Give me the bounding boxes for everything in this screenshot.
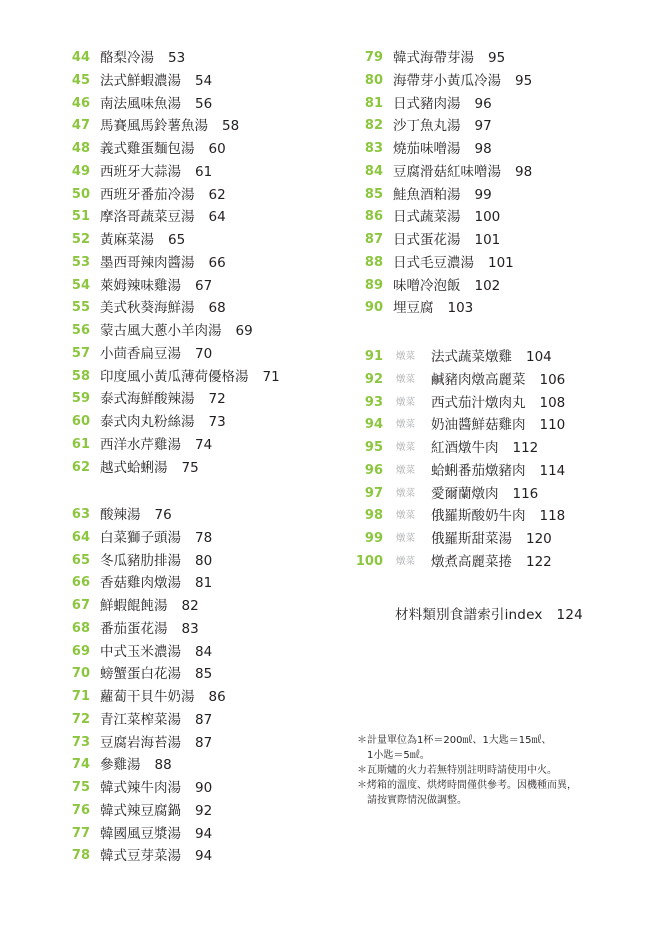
entry-title-wrap <box>431 369 565 391</box>
entry-page: 116 <box>512 485 539 502</box>
entry-title: 法式鮮蝦濃湯 <box>100 72 181 89</box>
entry-title-wrap <box>100 845 212 867</box>
entry-number: 89 <box>364 277 383 293</box>
entry-page: 102 <box>474 277 501 294</box>
entry-number: 57 <box>71 345 90 361</box>
entry-title-wrap <box>100 504 172 526</box>
entry-title: 埋豆腐 <box>393 300 434 317</box>
entry-title: 鹹豬肉燉高麗菜 <box>431 371 526 388</box>
entry-page: 83 <box>181 620 199 637</box>
entry-title: 蘿蔔干貝牛奶湯 <box>100 689 195 705</box>
entry-title: 螃蟹蛋白花湯 <box>100 666 181 683</box>
entry-title-wrap <box>100 70 212 92</box>
entry-title-wrap <box>100 686 226 708</box>
entry-title-wrap <box>431 392 565 414</box>
entry-title-wrap <box>393 297 473 319</box>
entry-page: 82 <box>181 598 199 614</box>
entry-title: 韓式豆芽菜湯 <box>100 848 181 865</box>
entry-title-wrap <box>100 275 212 297</box>
entry-number: 53 <box>71 254 90 270</box>
entry-number: 80 <box>364 72 383 88</box>
entry-page: 100 <box>474 209 501 226</box>
entry-number: 94 <box>364 417 383 433</box>
entry-page: 98 <box>474 141 492 157</box>
entry-title-wrap <box>100 823 212 845</box>
entry-number: 67 <box>71 598 90 613</box>
entry-page: 99 <box>474 186 492 203</box>
entry-title-wrap <box>393 252 514 274</box>
entry-number: 91 <box>364 349 383 364</box>
entry-title-wrap <box>431 414 565 436</box>
entry-number: 62 <box>71 459 90 475</box>
entry-page: 98 <box>515 163 533 180</box>
entry-tag: 燉菜 <box>396 419 416 431</box>
entry-title-wrap <box>100 366 280 388</box>
entry-title: 俄羅斯甜菜湯 <box>431 531 512 547</box>
entry-page: 65 <box>168 232 186 248</box>
entry-title: 黃麻菜湯 <box>100 232 154 248</box>
entry-title-wrap <box>393 184 492 206</box>
entry-title: 韓國風豆漿湯 <box>100 825 181 842</box>
entry-title: 鮮蝦餛飩湯 <box>100 598 168 614</box>
entry-title: 香菇雞肉燉湯 <box>100 575 181 592</box>
entry-page: 75 <box>181 459 199 476</box>
entry-number: 46 <box>71 95 90 111</box>
entry-number: 77 <box>71 825 90 841</box>
entry-title-wrap <box>431 483 538 505</box>
entry-title-wrap <box>100 732 212 754</box>
entry-title-wrap <box>393 161 532 183</box>
entry-number: 68 <box>71 620 90 636</box>
entry-title: 紅酒燉牛肉 <box>431 440 499 456</box>
entry-number: 84 <box>364 163 383 179</box>
note-line: ＊計量單位為1杯＝200㎖、1大匙＝15㎖、 <box>357 735 552 746</box>
entry-title-wrap <box>431 505 565 527</box>
entry-title: 青江菜榨菜湯 <box>100 711 181 728</box>
entry-number: 83 <box>364 141 383 156</box>
entry-number: 98 <box>364 508 383 524</box>
entry-tag: 燉菜 <box>396 555 416 567</box>
entry-page: 84 <box>195 643 213 660</box>
entry-number: 69 <box>71 643 90 659</box>
entry-tag: 燉菜 <box>396 464 416 476</box>
entry-title: 蒙古風大蔥小羊肉湯 <box>100 323 222 339</box>
entry-page: 86 <box>208 689 226 705</box>
entry-title: 鮭魚酒粕湯 <box>393 186 461 203</box>
entry-title: 豆腐滑菇紅味噌湯 <box>393 163 501 180</box>
entry-number: 59 <box>71 391 90 407</box>
entry-page: 81 <box>195 575 213 592</box>
entry-title: 泰式海鮮酸辣湯 <box>100 391 195 408</box>
entry-page: 96 <box>474 95 492 112</box>
entry-number: 79 <box>364 50 383 65</box>
entry-title: 燉煮高麗菜捲 <box>431 553 512 570</box>
entry-page: 88 <box>154 757 172 774</box>
entry-number: 87 <box>364 232 383 247</box>
entry-title-wrap <box>100 777 212 799</box>
entry-number: 49 <box>71 163 90 179</box>
entry-title: 義式雞蛋麵包湯 <box>100 141 195 157</box>
entry-page: 94 <box>195 825 213 842</box>
entry-page: 122 <box>526 553 552 570</box>
entry-page: 118 <box>539 508 566 525</box>
entry-number: 78 <box>71 848 90 864</box>
entry-page: 64 <box>208 209 226 226</box>
entry-title: 韓式辣牛肉湯 <box>100 780 181 796</box>
entry-number: 60 <box>71 414 90 429</box>
entry-page: 70 <box>195 345 213 362</box>
entry-title: 西班牙大蒜湯 <box>100 163 181 180</box>
entry-number: 51 <box>71 209 90 225</box>
entry-title: 白菜獅子頭湯 <box>100 529 181 546</box>
entry-number: 75 <box>71 780 90 795</box>
entry-page: 71 <box>262 368 280 385</box>
entry-title: 番茄蛋花湯 <box>100 620 168 637</box>
entry-title: 萊姆辣味雞湯 <box>100 277 181 294</box>
entry-number: 95 <box>364 440 383 455</box>
entry-number: 61 <box>71 436 90 452</box>
entry-title: 酸辣湯 <box>100 507 141 523</box>
entry-number: 66 <box>71 575 90 591</box>
entry-tag: 燉菜 <box>396 373 416 385</box>
note-line: ＊烤箱的溫度、烘烤時間僅供參考。因機種而異， <box>357 780 577 791</box>
entry-page: 68 <box>208 300 226 317</box>
entry-title-wrap <box>100 550 212 572</box>
entry-title: 愛爾蘭燉肉 <box>431 485 499 502</box>
entry-number: 70 <box>71 666 90 682</box>
entry-number: 97 <box>364 485 383 501</box>
entry-page: 56 <box>195 95 213 112</box>
entry-page: 120 <box>526 531 552 547</box>
entry-title-wrap <box>100 206 226 228</box>
entry-number: 90 <box>364 300 383 316</box>
entry-number: 85 <box>364 186 383 202</box>
entry-title: 西班牙番茄冷湯 <box>100 186 195 203</box>
entry-title-wrap <box>393 275 500 297</box>
entry-title: 西洋水芹雞湯 <box>100 436 181 453</box>
entry-title: 泰式肉丸粉絲湯 <box>100 414 195 430</box>
entry-page: 106 <box>539 371 566 388</box>
entry-title-wrap <box>100 115 239 137</box>
index-page: 124 <box>556 607 583 623</box>
entry-number: 45 <box>71 72 90 88</box>
entry-title-wrap <box>100 47 185 69</box>
entry-page: 94 <box>195 848 213 865</box>
entry-title-wrap <box>393 138 492 160</box>
entry-title: 日式毛豆濃湯 <box>393 254 474 271</box>
entry-number: 64 <box>71 529 90 545</box>
index-title: 材料類別食譜索引index <box>395 607 543 623</box>
entry-page: 60 <box>208 141 226 157</box>
entry-number: 81 <box>364 95 383 111</box>
entry-page: 87 <box>195 734 213 751</box>
entry-title: 韓式辣豆腐鍋 <box>100 802 181 819</box>
entry-number: 96 <box>364 462 383 478</box>
note-line: 請按實際情況做調整。 <box>367 795 467 806</box>
entry-number: 86 <box>364 209 383 225</box>
entry-page: 54 <box>195 72 213 89</box>
entry-title-wrap <box>100 754 172 776</box>
entry-title-wrap <box>431 346 552 368</box>
entry-number: 100 <box>355 553 383 569</box>
entry-title-wrap <box>100 229 185 251</box>
index-entry <box>395 603 583 623</box>
entry-title: 越式蛤蜊湯 <box>100 459 168 476</box>
entry-page: 90 <box>195 780 213 796</box>
entry-title-wrap <box>100 618 199 640</box>
entry-title-wrap <box>100 138 226 160</box>
entry-number: 63 <box>71 507 90 522</box>
entry-title-wrap <box>100 709 212 731</box>
entry-tag: 燉菜 <box>396 533 416 544</box>
entry-title-wrap <box>100 434 212 456</box>
entry-title: 美式秋葵海鮮湯 <box>100 300 195 317</box>
entry-page: 69 <box>235 323 253 339</box>
entry-page: 73 <box>208 414 226 430</box>
entry-title: 墨西哥辣肉醬湯 <box>100 254 195 271</box>
entry-number: 72 <box>71 711 90 727</box>
entry-title: 馬賽風馬鈴薯魚湯 <box>100 118 208 135</box>
entry-page: 110 <box>539 417 566 434</box>
entry-title-wrap <box>393 206 500 228</box>
entry-number: 71 <box>71 689 90 704</box>
entry-title: 中式玉米濃湯 <box>100 643 181 660</box>
entry-title: 冬瓜豬肋排湯 <box>100 552 181 569</box>
entry-title: 味噌冷泡飯 <box>393 277 461 294</box>
entry-number: 47 <box>71 118 90 134</box>
entry-title-wrap <box>393 229 500 251</box>
entry-title-wrap <box>100 411 226 433</box>
entry-title: 韓式海帶芽湯 <box>393 50 474 66</box>
entry-page: 112 <box>512 440 539 456</box>
entry-tag: 燉菜 <box>396 487 416 499</box>
entry-title: 海帶芽小黃瓜冷湯 <box>393 72 501 89</box>
entry-title: 小茴香扁豆湯 <box>100 345 181 362</box>
entry-page: 114 <box>539 462 566 479</box>
entry-number: 44 <box>71 50 90 65</box>
entry-title-wrap <box>393 47 505 69</box>
entry-page: 66 <box>208 254 226 271</box>
entry-number: 88 <box>364 254 383 270</box>
entry-page: 104 <box>526 349 552 365</box>
entry-title-wrap <box>100 457 199 479</box>
entry-page: 85 <box>195 666 213 683</box>
entry-tag: 燉菜 <box>396 351 416 362</box>
entry-title: 豆腐岩海苔湯 <box>100 734 181 751</box>
entry-page: 97 <box>474 118 492 135</box>
entry-number: 55 <box>71 300 90 316</box>
entry-title: 沙丁魚丸湯 <box>393 118 461 135</box>
entry-title-wrap <box>431 528 552 550</box>
entry-page: 101 <box>488 254 514 271</box>
entry-title-wrap <box>431 551 552 573</box>
entry-page: 74 <box>195 436 213 453</box>
entry-title-wrap <box>100 527 212 549</box>
entry-title-wrap <box>393 115 492 137</box>
entry-number: 93 <box>364 394 383 410</box>
entry-title-wrap <box>100 161 212 183</box>
entry-title: 印度風小黃瓜薄荷優格湯 <box>100 368 249 385</box>
entry-page: 95 <box>488 50 506 66</box>
entry-title: 蛤蜊番茄燉豬肉 <box>431 462 526 479</box>
entry-number: 50 <box>71 186 90 202</box>
entry-title: 奶油醬鮮菇雞肉 <box>431 417 526 434</box>
entry-title-wrap <box>431 437 538 459</box>
entry-number: 99 <box>364 531 383 546</box>
entry-title: 日式蔬菜湯 <box>393 209 461 226</box>
entry-title-wrap <box>100 388 226 410</box>
entry-title-wrap <box>100 343 212 365</box>
entry-number: 65 <box>71 552 90 568</box>
notes <box>357 733 577 808</box>
entry-number: 58 <box>71 368 90 384</box>
entry-page: 92 <box>195 802 213 819</box>
entry-title-wrap <box>100 320 253 342</box>
note-line: ＊瓦斯爐的火力若無特別註明時請使用中火。 <box>357 765 557 776</box>
entry-title: 日式豬肉湯 <box>393 95 461 112</box>
entry-title: 摩洛哥蔬菜豆湯 <box>100 209 195 226</box>
entry-number: 82 <box>364 118 383 134</box>
entry-page: 53 <box>168 50 186 66</box>
entry-page: 67 <box>195 277 213 294</box>
entry-title: 南法風味魚湯 <box>100 95 181 112</box>
entry-title-wrap <box>100 595 199 617</box>
entry-page: 87 <box>195 711 213 728</box>
entry-number: 56 <box>71 323 90 338</box>
entry-title: 參雞湯 <box>100 757 141 774</box>
entry-page: 101 <box>474 232 501 248</box>
entry-title-wrap <box>100 663 212 685</box>
entry-page: 61 <box>195 163 213 180</box>
note-line: 1小匙＝5㎖。 <box>367 750 430 761</box>
entry-title-wrap <box>100 572 212 594</box>
entry-page: 108 <box>539 394 566 411</box>
entry-title: 俄羅斯酸奶牛肉 <box>431 508 526 525</box>
entry-number: 74 <box>71 757 90 773</box>
entry-page: 103 <box>447 300 474 317</box>
entry-page: 62 <box>208 186 226 203</box>
entry-title-wrap <box>100 184 226 206</box>
entry-title-wrap <box>100 641 212 663</box>
entry-title: 酪梨冷湯 <box>100 50 154 66</box>
entry-page: 76 <box>154 507 172 523</box>
entry-title-wrap <box>100 800 212 822</box>
entry-page: 72 <box>208 391 226 408</box>
entry-title: 法式蔬菜燉雞 <box>431 349 512 365</box>
entry-title-wrap <box>393 93 492 115</box>
entry-number: 48 <box>71 141 90 156</box>
entry-title: 日式蛋花湯 <box>393 232 461 248</box>
entry-title: 燒茄味噌湯 <box>393 141 461 157</box>
entry-page: 58 <box>222 118 240 135</box>
entry-page: 80 <box>195 552 213 569</box>
entry-number: 92 <box>364 371 383 387</box>
entry-page: 78 <box>195 529 213 546</box>
entry-title: 西式茄汁燉肉丸 <box>431 394 526 411</box>
entry-tag: 燉菜 <box>396 442 416 453</box>
entry-title-wrap <box>100 297 226 319</box>
entry-tag: 燉菜 <box>396 396 416 408</box>
entry-number: 73 <box>71 734 90 750</box>
entry-title-wrap <box>100 93 212 115</box>
entry-title-wrap <box>393 70 532 92</box>
entry-page: 95 <box>515 72 533 89</box>
entry-number: 52 <box>71 232 90 247</box>
entry-number: 54 <box>71 277 90 293</box>
entry-title-wrap <box>100 252 226 274</box>
entry-number: 76 <box>71 802 90 818</box>
entry-title-wrap <box>431 460 565 482</box>
entry-tag: 燉菜 <box>396 510 416 522</box>
